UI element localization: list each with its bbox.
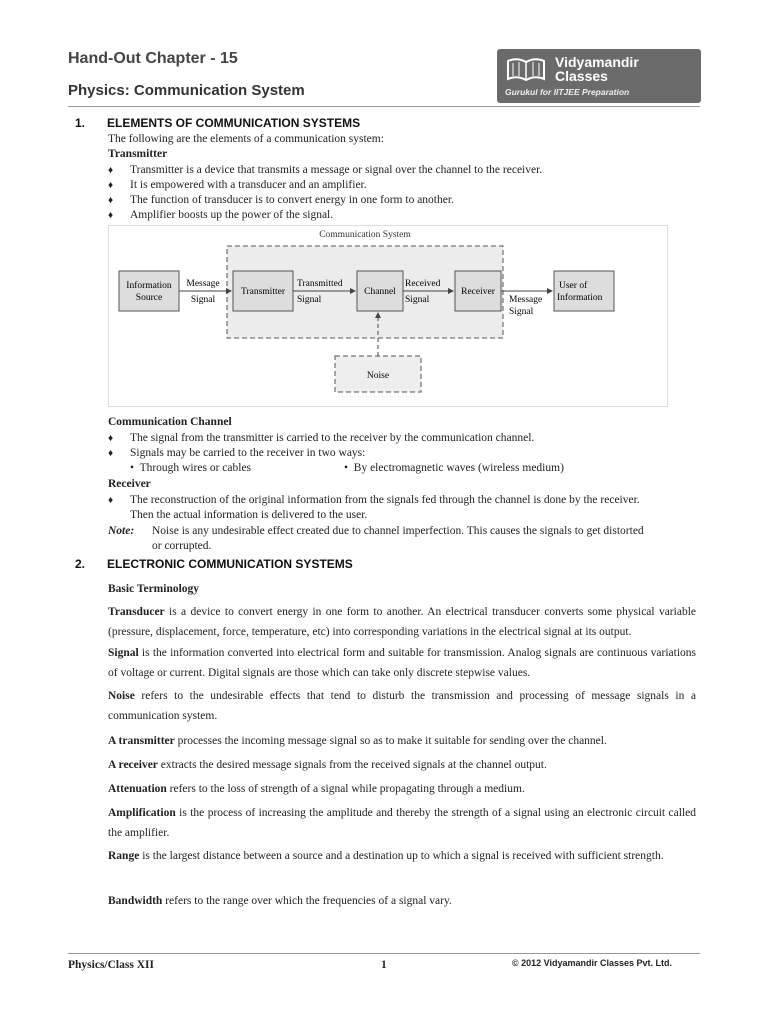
receiver-label: Receiver bbox=[461, 287, 495, 297]
received-signal-label: Signal bbox=[405, 295, 430, 305]
communication-system-diagram bbox=[108, 225, 668, 407]
message-signal-label: Signal bbox=[190, 295, 216, 305]
transmitter-bullet: ♦ The function of transducer is to convert energy in one form to another. bbox=[108, 194, 454, 206]
page-subtitle: Physics: Communication System bbox=[68, 82, 305, 99]
transmitter-bullet: ♦ Transmitter is a device that transmits a message or signal over the channel to the receiver. bbox=[108, 164, 543, 176]
note-cont: or corrupted. bbox=[152, 540, 212, 552]
term-signal: Signal is the information converted into electrical form and suitable for transmission. Analog signals are continuous variations of voltage or current. Digital signals are those which can take only discrete stepwise values. bbox=[108, 647, 696, 679]
user-label: Information bbox=[557, 293, 603, 303]
receiver-bullet-cont: Then the actual information is delivered to the user. bbox=[130, 509, 368, 521]
page-header-title: Hand-Out Chapter - 15 bbox=[68, 50, 238, 67]
transmitter-bullet: ♦ Amplifier boosts up the power of the signal. bbox=[108, 209, 334, 221]
info-source-box bbox=[119, 271, 179, 311]
receiver-heading: Receiver bbox=[108, 478, 151, 490]
noise-label: Noise bbox=[366, 371, 390, 381]
way-item: • By electromagnetic waves (wireless medium) bbox=[344, 462, 564, 474]
channel-bullet: ♦ Signals may be carried to the receiver in two ways: bbox=[108, 447, 366, 459]
received-signal-label: Received bbox=[405, 279, 441, 289]
section2-heading: 2. ELECTRONIC COMMUNICATION SYSTEMS bbox=[75, 557, 353, 571]
diagram-title: Communication System bbox=[319, 230, 411, 240]
term-transducer: Transducer is a device to convert energy in one form to another. An electrical transducer converts some physical variable (pressure, displacement, force, temperature, etc) into corresponding variations in the electrical signal at its output. bbox=[108, 606, 696, 638]
user-label: User of bbox=[559, 281, 588, 291]
transmitter-label: Transmitter bbox=[241, 287, 285, 297]
term-amplification: Amplification is the process of increasing the amplitude and thereby the strength of a signal using an electronic circuit called the amplifier. bbox=[108, 807, 696, 839]
logo-tagline: Gurukul for IITJEE Preparation bbox=[505, 87, 630, 97]
term-transmitter: A transmitter processes the incoming message signal so as to make it suitable for sending over the channel. bbox=[108, 735, 607, 747]
logo-line1: Vidyamandir bbox=[555, 54, 639, 70]
brand-logo bbox=[497, 49, 701, 103]
term-receiver: A receiver extracts the desired message signals from the received signals at the channel output. bbox=[108, 759, 547, 771]
user-box bbox=[554, 271, 614, 311]
page-number: 1 bbox=[381, 959, 387, 971]
term-range: Range is the largest distance between a source and a destination up to which a signal is received with sufficient strength. bbox=[108, 850, 664, 862]
note: Note: Noise is any undesirable effect created due to channel imperfection. This causes the signals to get distorted bbox=[108, 525, 644, 537]
terminology-heading: Basic Terminology bbox=[108, 583, 200, 595]
way-item: • Through wires or cables bbox=[130, 462, 252, 474]
transmitted-signal-label: Signal bbox=[297, 295, 322, 305]
section1-heading: 1. ELEMENTS OF COMMUNICATION SYSTEMS bbox=[75, 116, 361, 130]
term-noise: Noise refers to the undesirable effects that tend to disturb the transmission and processing of message signals in a communication system. bbox=[108, 690, 696, 722]
output-message-label: Signal bbox=[509, 307, 534, 317]
info-source-label: Information bbox=[126, 281, 172, 291]
receiver-bullet: ♦ The reconstruction of the original information from the signals fed through the channel is done by the receiver. bbox=[108, 494, 640, 506]
term-attenuation: Attenuation refers to the loss of strength of a signal while propagating through a medium. bbox=[108, 783, 525, 795]
logo-line2: Classes bbox=[555, 68, 608, 84]
footer-class: Physics/Class XII bbox=[68, 959, 154, 971]
header-divider bbox=[68, 106, 700, 107]
transmitter-heading: Transmitter bbox=[108, 148, 168, 160]
message-signal-label: Message bbox=[186, 279, 220, 289]
channel-bullet: ♦ The signal from the transmitter is carried to the receiver by the communication channel. bbox=[108, 432, 535, 444]
book-logo-icon bbox=[505, 57, 547, 83]
channel-heading: Communication Channel bbox=[108, 416, 232, 428]
footer-copyright: © 2012 Vidyamandir Classes Pvt. Ltd. bbox=[512, 958, 673, 968]
output-message-label: Message bbox=[509, 295, 543, 305]
info-source-label: Source bbox=[135, 293, 163, 303]
section1-intro: The following are the elements of a communication system: bbox=[108, 133, 384, 145]
channel-label: Channel bbox=[364, 287, 396, 297]
term-bandwidth: Bandwidth refers to the range over which the frequencies of a signal vary. bbox=[108, 895, 452, 907]
transmitter-bullet: ♦ It is empowered with a transducer and an amplifier. bbox=[108, 179, 367, 191]
footer-divider bbox=[68, 953, 700, 954]
transmitted-signal-label: Transmitted bbox=[297, 279, 343, 289]
